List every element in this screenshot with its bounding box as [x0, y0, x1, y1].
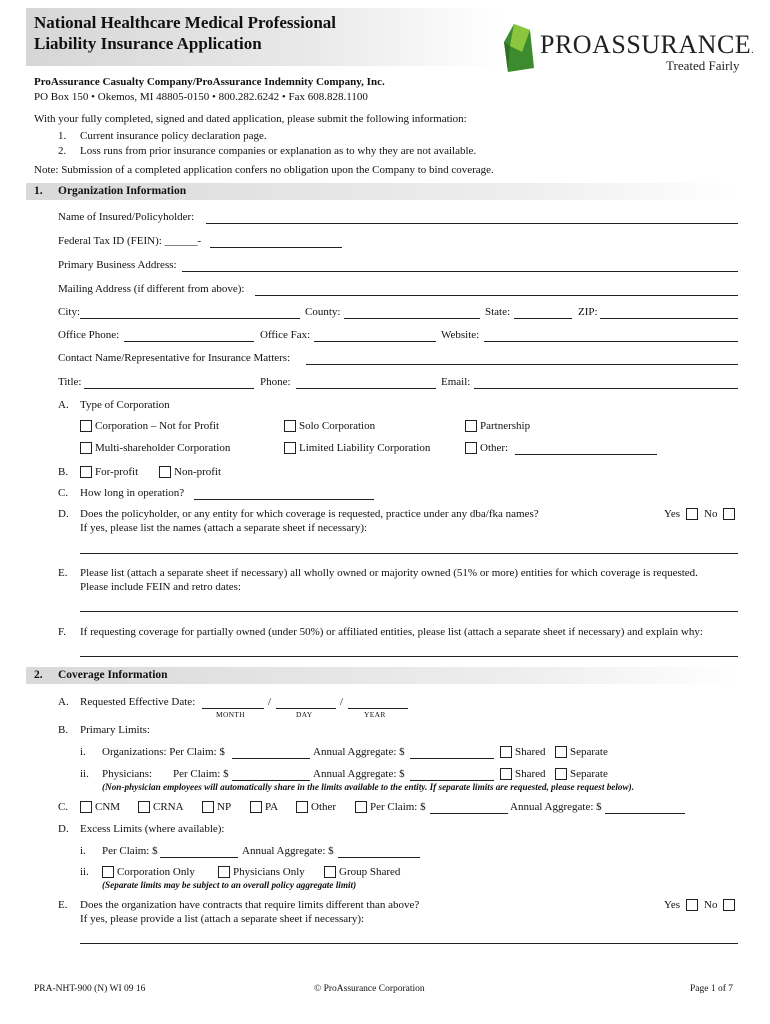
page-number: Page 1 of 7 — [690, 984, 734, 994]
org-annual-agg-label: Annual Aggregate: $ — [313, 746, 405, 758]
phys-separate-checkbox[interactable] — [555, 768, 567, 780]
intro-lead: With your fully completed, signed and dated application, please submit the following information: — [34, 113, 467, 125]
year-field[interactable] — [348, 708, 408, 709]
llc-checkbox[interactable] — [284, 442, 296, 454]
phys-per-claim-label: Per Claim: $ — [173, 768, 229, 780]
fein-field[interactable] — [210, 247, 342, 248]
sep-limits-note: (Separate limits may be subject to an overall policy aggregate limit) — [102, 880, 357, 890]
np-label: NP — [217, 801, 232, 813]
c-annual-field[interactable] — [605, 813, 685, 814]
s2-e-no-label: No — [704, 899, 718, 911]
section2-title: Coverage Information — [58, 669, 168, 681]
contact-label: Contact Name/Representative for Insurance Matters: — [58, 352, 291, 364]
phys-shared-checkbox[interactable] — [500, 768, 512, 780]
company-name: ProAssurance Casualty Company/ProAssurance Indemnity Company, Inc. — [34, 76, 385, 88]
state-field[interactable] — [514, 318, 572, 319]
form-title-line1: National Healthcare Medical Professional — [34, 13, 337, 32]
intro-item2-num: 2. — [58, 145, 67, 157]
c-per-claim-checkbox[interactable] — [355, 801, 367, 813]
section2-number: 2. — [34, 669, 43, 681]
nonphys-note: (Non-physician employees will automatically share in the limits available to the entity. If separate limits are requested, please request below). — [102, 782, 634, 792]
non-profit-checkbox[interactable] — [159, 466, 171, 478]
c-per-claim-label: Per Claim: $ — [370, 801, 426, 813]
s1-d-text2: If yes, please list the names (attach a separate sheet if necessary): — [80, 522, 368, 534]
intro-item2: Loss runs from prior insurance companies or explanation as to why they are not available. — [80, 145, 477, 157]
s2-b-ii: ii. — [80, 768, 89, 780]
d-per-claim-label: Per Claim: $ — [102, 845, 158, 857]
solo-corp-checkbox[interactable] — [284, 420, 296, 432]
city-field[interactable] — [80, 318, 300, 319]
day-caption: DAY — [296, 710, 313, 719]
phys-separate-label: Separate — [570, 768, 608, 780]
org-separate-checkbox[interactable] — [555, 746, 567, 758]
name-insured-field[interactable] — [206, 223, 738, 224]
contact-field[interactable] — [306, 364, 738, 365]
primary-address-label: Primary Business Address: — [58, 259, 177, 271]
intro-item1-num: 1. — [58, 130, 67, 142]
month-field[interactable] — [202, 708, 264, 709]
s1-d-text1: Does the policyholder, or any entity for which coverage is requested, practice under any dba/fka names? — [80, 508, 539, 520]
s2-e-no-checkbox[interactable] — [723, 899, 735, 911]
website-field[interactable] — [484, 341, 738, 342]
partnership-checkbox[interactable] — [465, 420, 477, 432]
s2-d-i: i. — [80, 845, 86, 857]
city-label: City: — [58, 306, 81, 318]
s1-d-names-field[interactable] — [80, 553, 738, 554]
form-title — [34, 12, 336, 54]
state-label: State: — [485, 306, 511, 318]
corp-only-label: Corporation Only — [117, 866, 195, 878]
crna-checkbox[interactable] — [138, 801, 150, 813]
website-label: Website: — [441, 329, 480, 341]
logo-pro: PRO — [540, 30, 593, 59]
other-provider-checkbox[interactable] — [296, 801, 308, 813]
llc-label: Limited Liability Corporation — [299, 442, 431, 454]
s2-d-text: Excess Limits (where available): — [80, 823, 225, 835]
s1-d-letter: D. — [58, 508, 69, 520]
s1-e-text1: Please list (attach a separate sheet if necessary) all wholly owned or majority owned (51% or more) entities for which coverage is requested. — [80, 567, 698, 579]
s1-f-text: If requesting coverage for partially owned (under 50%) or affiliated entities, please list (attach a separate sheet if necessary) and explain why: — [80, 626, 703, 638]
s2-e-yes-checkbox[interactable] — [686, 899, 698, 911]
phys-per-claim-field[interactable] — [232, 780, 310, 781]
s2-a-letter: A. — [58, 696, 69, 708]
s2-d-ii: ii. — [80, 866, 89, 878]
office-phone-label: Office Phone: — [58, 329, 120, 341]
s2-e-text1: Does the organization have contracts that require limits different than above? — [80, 899, 420, 911]
s1-a-text: Type of Corporation — [80, 399, 170, 411]
phys-shared-label: Shared — [515, 768, 546, 780]
corp-nfp-label: Corporation – Not for Profit — [95, 420, 220, 432]
day-field[interactable] — [276, 708, 336, 709]
corp-only-checkbox[interactable] — [102, 866, 114, 878]
s2-b-i: i. — [80, 746, 86, 758]
mailing-address-label: Mailing Address (if different from above): — [58, 283, 245, 295]
county-label: County: — [305, 306, 341, 318]
s2-d-letter: D. — [58, 823, 69, 835]
s2-c-letter: C. — [58, 801, 69, 813]
logo-assurance: ASSURANCE — [592, 30, 752, 59]
date-slash-1: / — [268, 696, 272, 708]
phys-only-label: Physicians Only — [233, 866, 305, 878]
phys-annual-agg-label: Annual Aggregate: $ — [313, 768, 405, 780]
s1-a-letter: A. — [58, 399, 69, 411]
s1-d-yes-checkbox[interactable] — [686, 508, 698, 520]
s1-d-yes-label: Yes — [664, 508, 681, 520]
s1-e-letter: E. — [58, 567, 68, 579]
other-corp-label: Other: — [480, 442, 509, 454]
other-corp-checkbox[interactable] — [465, 442, 477, 454]
org-per-claim-label: Organizations: Per Claim: $ — [102, 746, 225, 758]
logo-tagline: Treated Fairly — [666, 58, 740, 73]
org-shared-checkbox[interactable] — [500, 746, 512, 758]
title-field[interactable] — [84, 388, 254, 389]
partnership-label: Partnership — [480, 420, 531, 432]
np-checkbox[interactable] — [202, 801, 214, 813]
s1-f-letter: F. — [58, 626, 66, 638]
pa-label: PA — [265, 801, 279, 813]
s2-a-text: Requested Effective Date: — [80, 696, 196, 708]
group-shared-label: Group Shared — [339, 866, 401, 878]
section1-title: Organization Information — [58, 185, 187, 197]
logo-wordmark — [540, 30, 754, 60]
for-profit-checkbox[interactable] — [80, 466, 92, 478]
cnm-label: CNM — [95, 801, 121, 813]
phys-only-checkbox[interactable] — [218, 866, 230, 878]
other-corp-field[interactable] — [515, 454, 657, 455]
s1-c-letter: C. — [58, 487, 69, 499]
other-provider-label: Other — [311, 801, 337, 813]
c-per-claim-field[interactable] — [430, 813, 508, 814]
s1-c-text: How long in operation? — [80, 487, 185, 499]
proassurance-logo-icon — [500, 22, 540, 74]
multi-shareholder-checkbox[interactable] — [80, 442, 92, 454]
form-id: PRA-NHT-900 (N) WI 09 16 — [34, 984, 146, 994]
multi-shareholder-label: Multi-shareholder Corporation — [95, 442, 231, 454]
s2-e-contracts-field[interactable] — [80, 943, 738, 944]
d-annual-field[interactable] — [338, 857, 420, 858]
org-shared-label: Shared — [515, 746, 546, 758]
operation-length-field[interactable] — [194, 499, 374, 500]
s2-b-text: Primary Limits: — [80, 724, 150, 736]
phys-label: Physicians: — [102, 768, 153, 780]
s1-e-text2: Please include FEIN and retro dates: — [80, 581, 241, 593]
org-per-claim-field[interactable] — [232, 758, 310, 759]
intro-note: Note: Submission of a completed application confers no obligation upon the Company to bind coverage. — [34, 164, 494, 176]
email-label: Email: — [441, 376, 471, 388]
year-caption: YEAR — [364, 710, 386, 719]
phys-annual-agg-field[interactable] — [410, 780, 494, 781]
org-annual-agg-field[interactable] — [410, 758, 494, 759]
s1-e-entities-field[interactable] — [80, 611, 738, 612]
company-address: PO Box 150 • Okemos, MI 48805-0150 • 800.282.6242 • Fax 608.828.1100 — [34, 91, 368, 103]
copyright: © ProAssurance Corporation — [314, 984, 425, 994]
corp-nfp-checkbox[interactable] — [80, 420, 92, 432]
zip-field[interactable] — [600, 318, 738, 319]
s1-d-no-label: No — [704, 508, 718, 520]
org-separate-label: Separate — [570, 746, 608, 758]
county-field[interactable] — [344, 318, 480, 319]
section1-number: 1. — [34, 185, 43, 197]
form-title-line2: Liability Insurance Application — [34, 34, 262, 53]
s2-e-letter: E. — [58, 899, 68, 911]
s1-f-explain-field[interactable] — [80, 656, 738, 657]
solo-corp-label: Solo Corporation — [299, 420, 376, 432]
phone-field[interactable] — [296, 388, 436, 389]
zip-label: ZIP: — [578, 306, 598, 318]
s2-b-letter: B. — [58, 724, 69, 736]
s2-e-text2: If yes, please provide a list (attach a separate sheet if necessary): — [80, 913, 365, 925]
intro-item1: Current insurance policy declaration page. — [80, 130, 267, 142]
fein-label: Federal Tax ID (FEIN): ______- — [58, 235, 202, 247]
office-fax-field[interactable] — [314, 341, 436, 342]
phone-label: Phone: — [260, 376, 291, 388]
date-slash-2: / — [340, 696, 344, 708]
email-field[interactable] — [474, 388, 738, 389]
d-per-claim-field[interactable] — [160, 857, 238, 858]
name-insured-label: Name of Insured/Policyholder: — [58, 211, 195, 223]
crna-label: CRNA — [153, 801, 184, 813]
s1-b-letter: B. — [58, 466, 69, 478]
non-profit-label: Non-profit — [174, 466, 222, 478]
group-shared-checkbox[interactable] — [324, 866, 336, 878]
c-annual-label: Annual Aggregate: $ — [510, 801, 602, 813]
logo-reg: . — [751, 45, 755, 56]
primary-address-field[interactable] — [182, 271, 738, 272]
office-fax-label: Office Fax: — [260, 329, 311, 341]
s2-e-yes-label: Yes — [664, 899, 681, 911]
d-annual-label: Annual Aggregate: $ — [242, 845, 334, 857]
mailing-address-field[interactable] — [255, 295, 738, 296]
for-profit-label: For-profit — [95, 466, 139, 478]
cnm-checkbox[interactable] — [80, 801, 92, 813]
office-phone-field[interactable] — [124, 341, 254, 342]
title-label: Title: — [58, 376, 82, 388]
s1-d-no-checkbox[interactable] — [723, 508, 735, 520]
pa-checkbox[interactable] — [250, 801, 262, 813]
month-caption: MONTH — [216, 710, 245, 719]
